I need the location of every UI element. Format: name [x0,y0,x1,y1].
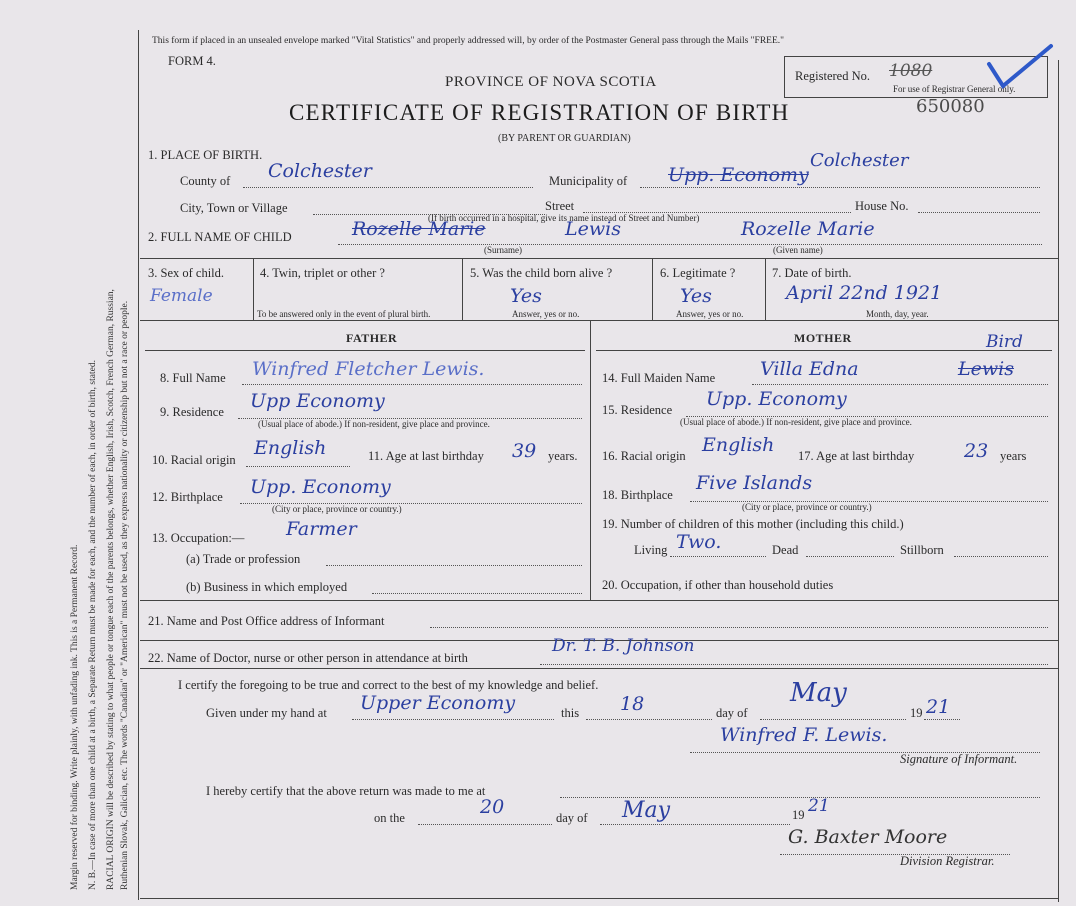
stillborn-label: Stillborn [900,543,944,557]
registrar-on-label: on the [374,811,405,825]
mother-age-unit: years [1000,449,1027,463]
row3-divider-1 [253,258,254,320]
given-year-value: 21 [926,696,951,718]
street-label: Street [545,199,575,213]
surname-note: (Surname) [484,245,522,255]
given-year-line [924,719,960,720]
stamp-number: 650080 [916,96,985,117]
mother-age-label: 17. Age at last birthday [798,449,915,463]
birth-date-label: 7. Date of birth. [772,266,852,280]
dead-label: Dead [772,543,799,557]
mother-race-label: 16. Racial origin [602,449,686,463]
certificate-subtitle: (BY PARENT OR GUARDIAN) [498,133,631,144]
doctor-label: 22. Name of Doctor, nurse or other person in attendance at birth [148,651,468,665]
informant-signature-label: Signature of Informant. [900,752,1018,766]
sex-value: Female [150,286,213,306]
check-mark-icon [985,42,1055,92]
this-label: this [561,706,580,720]
place-of-birth-label: 1. PLACE OF BIRTH. [148,148,263,162]
father-age-value: 39 [512,440,537,462]
row3-top-border [140,258,1058,259]
living-value: Two. [676,531,722,553]
county-label: County of [180,174,231,188]
mother-race-value: English [702,434,775,456]
father-birthplace-value: Upp. Economy [250,476,391,498]
mother-name-label: 14. Full Maiden Name [602,371,716,385]
living-label: Living [634,543,668,557]
margin-note-multiple-births: N. B.—In case of more than one child at a birth, a Separate Return must be made for each, and the number of each, in order of birth, stated. [88,360,98,890]
given-year-prefix: 19 [910,706,923,720]
registrar-year-value: 21 [808,796,830,816]
county-line [243,187,533,188]
father-name-label: 8. Full Name [160,371,226,385]
given-day-line [586,719,712,720]
given-day-value: 18 [620,693,645,715]
twin-label: 4. Twin, triplet or other ? [260,266,385,280]
twin-note: To be answered only in the event of plural birth. [257,309,431,319]
city-label: City, Town or Village [180,201,288,215]
house-label: House No. [855,199,909,213]
informant-label: 21. Name and Post Office address of Informant [148,614,385,628]
father-birthplace-label: 12. Birthplace [152,490,223,504]
mother-age-value: 23 [964,440,989,462]
form-right-border [1058,60,1059,902]
certificate-title: CERTIFICATE OF REGISTRATION OF BIRTH [289,100,790,125]
mother-residence-label: 15. Residence [602,403,673,417]
row3-divider-2 [462,258,463,320]
margin-note-racial-origin: RACIAL ORIGIN will be described by stating to what people or tongue each of the parents belongs, whether English, Irish, Scotch, French German, Russian, [106,289,116,890]
birth-date-value: April 22nd 1921 [786,282,943,304]
given-month-line [760,719,906,720]
registrar-year-prefix: 19 [792,808,805,822]
parents-divider [590,320,591,600]
row3-divider-3 [652,258,653,320]
doctor-line [540,664,1048,665]
certify-statement: I certify the foregoing to be true and correct to the best of my knowledge and belief. [178,678,599,692]
municipality-struck: Upp. Economy [668,164,809,186]
municipality-line [640,187,1040,188]
registrar-signature-label: Division Registrar. [900,854,995,868]
business-label: (b) Business in which employed [186,580,348,594]
child-given-name: Rozelle Marie [741,218,875,240]
legitimate-value: Yes [680,285,712,307]
father-race-label: 10. Racial origin [152,453,236,467]
mother-name-value: Villa Edna [760,358,859,380]
house-line [918,212,1040,213]
margin-note-binding: Margin reserved for binding. Write plainly, with unfading ink. This is a Permanent Record. [70,544,80,890]
father-race-line [246,466,350,467]
row3-bottom-border [140,320,1058,321]
stillborn-line [954,556,1048,557]
registered-number: 1080 [889,61,933,81]
father-name-line [242,384,582,385]
mother-birthplace-note: (City or place, province or country.) [742,502,872,512]
registrar-day-line [418,824,552,825]
form-number: FORM 4. [168,54,216,68]
trade-label: (a) Trade or profession [186,552,301,566]
legitimate-label: 6. Legitimate ? [660,266,736,280]
mother-birthplace-label: 18. Birthplace [602,488,673,502]
father-residence-value: Upp Economy [250,390,385,412]
child-name-line [338,244,1042,245]
registrar-note: For use of Registrar General only. [893,84,1016,94]
county-value: Colchester [268,160,372,182]
form-left-border [138,30,139,900]
informant-top-border [140,600,1058,601]
father-age-unit: years. [548,449,578,463]
registered-label: Registered No. [795,69,870,83]
row3-divider-4 [765,258,766,320]
father-birthplace-note: (City or place, province or country.) [272,504,402,514]
given-place-line [352,719,554,720]
father-name-value: Winfred Fletcher Lewis. [252,358,485,380]
father-age-label: 11. Age at last birthday [368,449,484,463]
registrar-month-value: May [622,798,671,823]
registrar-day-label: day of [556,811,588,825]
birth-date-note: Month, day, year. [866,309,929,319]
informant-signature: Winfred F. Lewis. [720,724,888,746]
given-month-value: May [790,678,847,708]
alive-note: Answer, yes or no. [512,309,580,319]
municipality-value: Colchester [810,150,909,171]
mother-name-insert: Bird [986,332,1023,352]
child-surname: Lewis [565,218,621,240]
father-heading-rule [145,350,585,351]
municipality-label: Municipality of [549,174,628,188]
registrar-signature: G. Baxter Moore [788,826,948,848]
registrar-day-value: 20 [480,796,505,818]
child-name-struck: Rozelle Marie [352,218,486,240]
province-title: PROVINCE OF NOVA SCOTIA [445,74,657,90]
registrar-month-line [600,824,790,825]
mother-residence-note: (Usual place of abode.) If non-resident, give place and province. [680,417,912,427]
living-line [670,556,766,557]
given-place-value: Upper Economy [360,692,516,714]
dead-line [806,556,894,557]
margin-note-nationality: Ruthenian Slovak, Galician, etc. The words "Canadian" or "American" must not be used, as they express nationality or citizenship but not a race or people. [120,300,130,890]
trade-line [326,565,582,566]
mail-notice: This form if placed in an unsealed envelope marked "Vital Statistics" and properly addressed will, by order of the Postmaster General pass through the Mails "FREE." [152,36,785,46]
mother-occupation-label: 20. Occupation, if other than household duties [602,578,834,592]
sex-label: 3. Sex of child. [148,266,225,280]
informant-line [430,627,1048,628]
mother-heading-rule [596,350,1052,351]
mother-name-line [752,384,1048,385]
doctor-value: Dr. T. B. Johnson [552,636,695,656]
father-occupation-label: 13. Occupation:— [152,531,245,545]
given-day-label: day of [716,706,748,720]
registrar-statement: I hereby certify that the above return was made to me at [206,784,486,798]
child-name-label: 2. FULL NAME OF CHILD [148,230,292,244]
father-residence-note: (Usual place of abode.) If non-resident, give place and province. [258,419,490,429]
form-bottom-border [140,898,1058,899]
mother-birthplace-value: Five Islands [696,472,813,494]
given-name-note: (Given name) [773,245,823,255]
hospital-note: (If birth occurred in a hospital, give its name instead of Street and Number) [428,213,700,223]
certify-top-border [140,668,1058,669]
alive-value: Yes [510,285,542,307]
mother-name-struck: Lewis [958,358,1014,380]
father-occupation-value: Farmer [286,518,357,540]
given-under-label: Given under my hand at [206,706,327,720]
business-line [372,593,582,594]
father-race-value: English [254,437,327,459]
mother-residence-value: Upp. Economy [706,388,847,410]
father-residence-label: 9. Residence [160,405,224,419]
legitimate-note: Answer, yes or no. [676,309,744,319]
alive-label: 5. Was the child born alive ? [470,266,613,280]
father-heading: FATHER [346,331,398,345]
mother-heading: MOTHER [794,331,852,345]
children-count-label: 19. Number of children of this mother (including this child.) [602,517,904,531]
